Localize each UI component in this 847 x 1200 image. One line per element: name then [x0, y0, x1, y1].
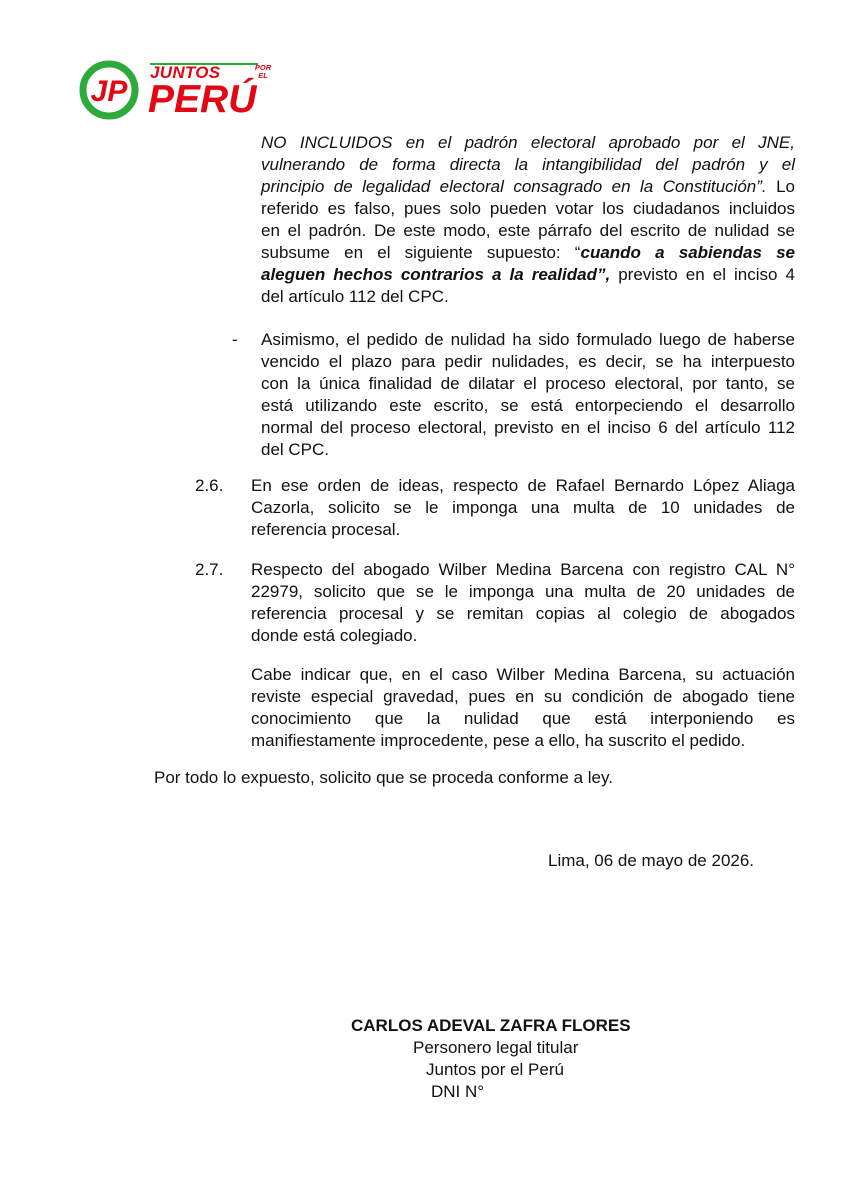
- text-line: del artículo 112 del CPC.: [261, 287, 449, 306]
- logo-word-juntos: JUNTOS: [150, 63, 221, 82]
- text-line: está utilizando este escrito, se está entorpeciendo el desarrollo: [261, 396, 795, 415]
- note-paragraph: [251, 664, 795, 752]
- text-fragment: subsume en el siguiente supuesto: “: [261, 243, 581, 262]
- text-line: con la única finalidad de dilatar el proceso electoral, por tanto, se: [261, 374, 795, 393]
- text-line: vencido el plazo para pedir nulidades, es decir, se ha interpuesto: [261, 352, 795, 371]
- party-logo: [78, 58, 272, 122]
- text-line: conocimiento que la nulidad que está interponiendo es: [251, 709, 795, 728]
- text-line: normal del proceso electoral, previsto en el inciso 6 del artículo 112: [261, 418, 795, 437]
- emphasis-text: aleguen hechos contrarios a la realidad”,: [261, 265, 611, 284]
- logo-word-por-el: POR EL: [254, 63, 272, 80]
- text-line: NO INCLUIDOS en el padrón electoral aprobado por el JNE,: [261, 133, 795, 152]
- closing-statement: Por todo lo expuesto, solicito que se proceda conforme a ley.: [154, 768, 613, 787]
- quote-paragraph: [261, 132, 795, 308]
- text-line: del CPC.: [261, 440, 330, 459]
- item-number: 2.6.: [195, 476, 224, 495]
- text-line: Respecto del abogado Wilber Medina Barcena con registro CAL N°: [251, 560, 795, 579]
- date-line: Lima, 06 de mayo de 2026.: [548, 851, 755, 870]
- text-line: reviste especial gravedad, pues en su condición de abogado tiene: [251, 687, 795, 706]
- item-paragraph: [251, 559, 795, 647]
- emphasis-text: cuando a sabiendas se: [580, 243, 795, 262]
- signatory-name: CARLOS ADEVAL ZAFRA FLORES: [351, 1016, 631, 1035]
- logo-word-peru: PERÚ: [148, 78, 257, 121]
- text-line: [261, 242, 795, 264]
- logo-initials: JP: [90, 75, 128, 108]
- text-line: en el padrón. De este modo, este párrafo del escrito de nulidad se: [261, 221, 795, 240]
- signatory-role: Personero legal titular: [413, 1038, 579, 1057]
- item-number: 2.7.: [195, 560, 224, 579]
- signatory-dni: DNI N°: [431, 1082, 485, 1101]
- text-line: En ese orden de ideas, respecto de Rafael Bernardo López Aliaga: [251, 476, 795, 495]
- text-line: Asimismo, el pedido de nulidad ha sido formulado luego de haberse: [261, 330, 795, 349]
- text-fragment: Lo: [766, 177, 796, 196]
- text-line: 22979, solicito que se le imponga una multa de 20 unidades de: [251, 582, 795, 601]
- text-line: referido es falso, pues solo pueden votar los ciudadanos incluidos: [261, 199, 795, 218]
- text-line: Cabe indicar que, en el caso Wilber Medina Barcena, su actuación: [251, 665, 795, 684]
- text-fragment: previsto en el inciso 4: [610, 265, 795, 284]
- list-dash-marker: -: [232, 330, 238, 349]
- text-line: referencia procesal.: [251, 520, 401, 539]
- text-fragment: principio de legalidad electoral consagrado en la Constitución”.: [261, 177, 767, 196]
- text-line: manifiestamente improcedente, pese a ello, ha suscrito el pedido.: [251, 731, 746, 750]
- text-line: Cazorla, solicito se le imponga una multa de 10 unidades de: [251, 498, 795, 517]
- text-line: donde está colegiado.: [251, 626, 418, 645]
- text-line: vulnerando de forma directa la intangibilidad del padrón y el: [261, 155, 795, 174]
- jp-circle-icon: [78, 58, 142, 122]
- text-line: referencia procesal y se remitan copias al colegio de abogados: [251, 604, 795, 623]
- dash-paragraph: [261, 329, 795, 461]
- text-line: [261, 176, 795, 198]
- text-line: [261, 264, 795, 286]
- item-paragraph: [251, 475, 795, 541]
- signatory-party: Juntos por el Perú: [426, 1060, 564, 1079]
